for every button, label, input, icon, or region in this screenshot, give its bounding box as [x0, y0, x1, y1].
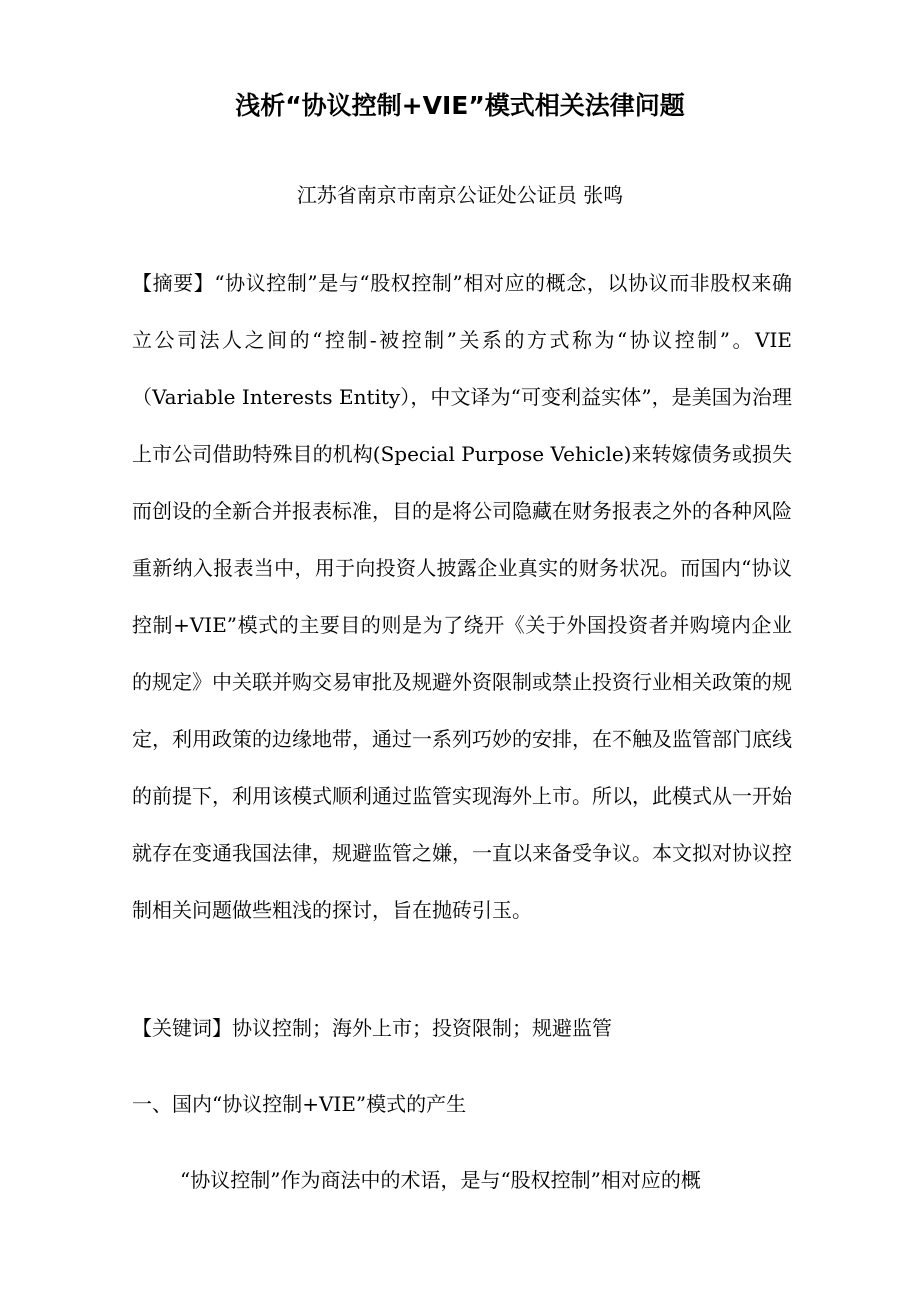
keywords-line: 【关键词】协议控制；海外上市；投资限制；规避监管 [132, 1016, 612, 1040]
section-heading: 一、国内“协议控制+VIE”模式的产生 [132, 1092, 467, 1116]
abstract-paragraph: 【摘要】“协议控制”是与“股权控制”相对应的概念，以协议而非股权来确立公司法人之间的“控制-被控制”关系的方式称为“协议控制”。VIE（Variable Interests Entity），中文译为“可变利益实体”，是美国为治理上市公司借助特殊目的机构(Special Purpose Vehicle)来转嫁债务或损失而创设的全新合并报表标准，目的是将公司隐藏在财务报表之外的各种风险重新纳入报表当中，用于向投资人披露企业真实的财务状况。而国内“协议控制+VIE”模式的主要目的则是为了绕开《关于外国投资者并购境内企业的规定》中关联并购交易审批及规避外资限制或禁止投资行业相关政策的规定，利用政策的边缘地带，通过一系列巧妙的安排，在不触及监管部门底线的前提下，利用该模式顺利通过监管实现海外上市。所以，此模式从一开始就存在变通我国法律，规避监管之嫌，一直以来备受争议。本文拟对协议控制相关问题做些粗浅的探讨，旨在抛砖引玉。 [132, 271, 792, 922]
document-title: 浅析“协议控制+VIE”模式相关法律问题 [235, 91, 685, 120]
body-paragraph: “协议控制”作为商法中的术语，是与“股权控制”相对应的概 [180, 1168, 701, 1192]
author-line: 江苏省南京市南京公证处公证员 张鸣 [296, 183, 624, 207]
